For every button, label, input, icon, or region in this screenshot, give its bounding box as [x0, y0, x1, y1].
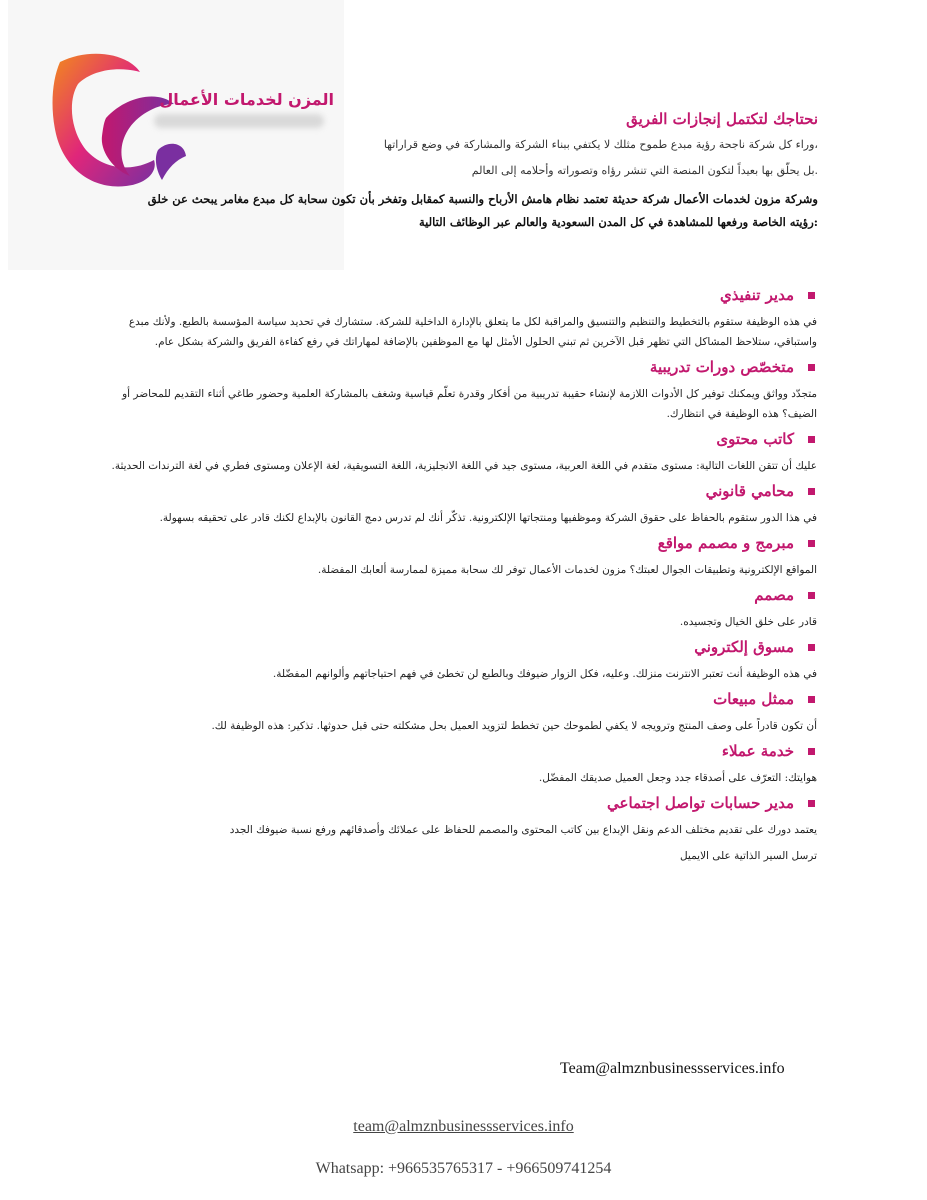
bullet-icon	[808, 436, 815, 443]
intro-line-1: ،وراء كل شركة ناجحة رؤية مبدع طموح مثلك لا يكتفي ببناء الشركة والمشاركة في وضع قراراتها	[383, 138, 818, 151]
job-title: خدمة عملاء	[721, 742, 794, 760]
job-description: قادر على خلق الخيال وتجسيده.	[679, 616, 817, 628]
job-description: المواقع الإلكترونية وتطبيقات الجوال لعبتك؟ مزون لخدمات الأعمال توفر لك سحابة مميزة لممارسة ألعابك المفضلة.	[317, 564, 817, 576]
job-description: يعتمد دورك على تقديم مختلف الدعم ونقل الإبداع بين كاتب المحتوى والمصمم للحفاظ على عملائك وأصدقائهم ورفع نسبة ضيوفك الجدد	[229, 824, 817, 836]
job-item	[105, 482, 817, 528]
job-description: في هذه الوظيفة ستقوم بالتخطيط والتنظيم والتنسيق والمراقبة لكل ما يتعلق بالإدارة الداخلية للشركة. ستشارك في تحديد سياسة المؤسسة بالطبع. ولأنك مبدع واستباقي، ستلاحظ المشاكل التي تظهر قبل الآخرين ثم تبني الحلول الأمثل لها مع الموظفين بالإضافة لمهاراتك في رفع كفاءة الفريق والشركة بشكل عام.	[128, 316, 817, 348]
cv-note: ترسل السير الذاتية على الايميل	[679, 850, 817, 862]
intro-heading: نحتاجك لتكتمل إنجازات الفريق	[626, 110, 818, 128]
job-description: في هذا الدور ستقوم بالحفاظ على حقوق الشركة وموظفيها ومنتجاتها الإلكترونية. تذكّر أنك لم تدرس دمج القانون بالإبداع لكنك قادر على تحقيقه بسهولة.	[159, 512, 817, 524]
job-title: مصمم	[754, 586, 794, 604]
bullet-icon	[808, 800, 815, 807]
job-title: ممثل مبيعات	[713, 690, 794, 708]
footer-email-link[interactable]: team@almznbusinessservices.info	[353, 1118, 574, 1135]
contact-email-inline[interactable]: Team@almznbusinessservices.info	[560, 1060, 785, 1077]
intro-line-2: .بل يحلّق بها بعيداً لتكون المنصة التي تنشر رؤاه وتصوراته وأحلامه إلى العالم	[471, 164, 818, 177]
job-title: مسوق إلكتروني	[694, 638, 794, 656]
brand-name: المزن لخدمات الأعمال	[159, 90, 334, 109]
job-item	[105, 742, 817, 788]
footer-whatsapp: Whatsapp: +966535765317 - +966509741254	[315, 1160, 612, 1177]
bullet-icon	[808, 540, 815, 547]
bullet-icon	[808, 488, 815, 495]
job-description: متجدّد وواثق ويمكنك توفير كل الأدوات اللازمة لإنشاء حقيبة تدريبية من أفكار وقدرة تعلّم قياسية وشغف بالمشاركة العلمية وحضور طاغي أثناء التقديم للمحاضر أو الضيف؟ هذه الوظيفة في انتظارك.	[122, 388, 817, 420]
job-description: هوايتك: التعرّف على أصدقاء جدد وجعل العميل صديقك المفضّل.	[538, 772, 817, 784]
job-title: كاتب محتوى	[716, 430, 794, 448]
bullet-icon	[808, 748, 815, 755]
bullet-icon	[808, 592, 815, 599]
job-title: مدير حسابات تواصل اجتماعي	[607, 794, 794, 812]
job-item	[105, 430, 817, 476]
job-description: في هذه الوظيفة أنت تعتبر الانترنت منزلك. وعليه، فكل الزوار ضيوفك وبالطبع لن تخطئ في فهم احتياجاتهم وألوانهم المفضّلة.	[272, 668, 817, 680]
job-description: عليك أن تتقن اللغات التالية: مستوى متقدم في اللغة العربية، مستوى جيد في اللغة الانجليزية، اللغة التسويقية، لغة الإعلان ومستوى فطري في لغة الترندات الحديثة.	[111, 460, 817, 472]
job-item	[105, 358, 817, 424]
job-item	[105, 586, 817, 632]
job-item	[105, 690, 817, 736]
job-item	[105, 286, 817, 352]
intro-line-4: :رؤيته الخاصة ورفعها للمشاهدة في كل المدن السعودية والعالم عبر الوظائف التالية	[419, 215, 818, 229]
intro-line-3: وشركة مزون لخدمات الأعمال شركة حديثة تعتمد نظام هامش الأرباح والنسبة كمقابل وتفخر بأن تكون سحابة كل مبدع مغامر يبحث عن خلق	[147, 192, 818, 206]
job-list	[105, 286, 817, 872]
job-title: متخصّص دورات تدريبية	[649, 358, 794, 376]
bullet-icon	[808, 292, 815, 299]
bullet-icon	[808, 364, 815, 371]
job-item	[105, 534, 817, 580]
bullet-icon	[808, 696, 815, 703]
job-description: أن تكون قادراً على وصف المنتج وترويجه لا يكفي لطموحك حين تخطط لتزويد العميل بحل مشكلته حتى قبل حدوثها. تذكير: هذه الوظيفة لك.	[211, 720, 817, 732]
job-title: مبرمج و مصمم مواقع	[657, 534, 794, 552]
job-title: مدير تنفيذي	[719, 286, 794, 304]
intro-section	[110, 110, 818, 234]
job-item	[105, 794, 817, 866]
job-title: محامي قانوني	[705, 482, 794, 500]
job-item	[105, 638, 817, 684]
bullet-icon	[808, 644, 815, 651]
